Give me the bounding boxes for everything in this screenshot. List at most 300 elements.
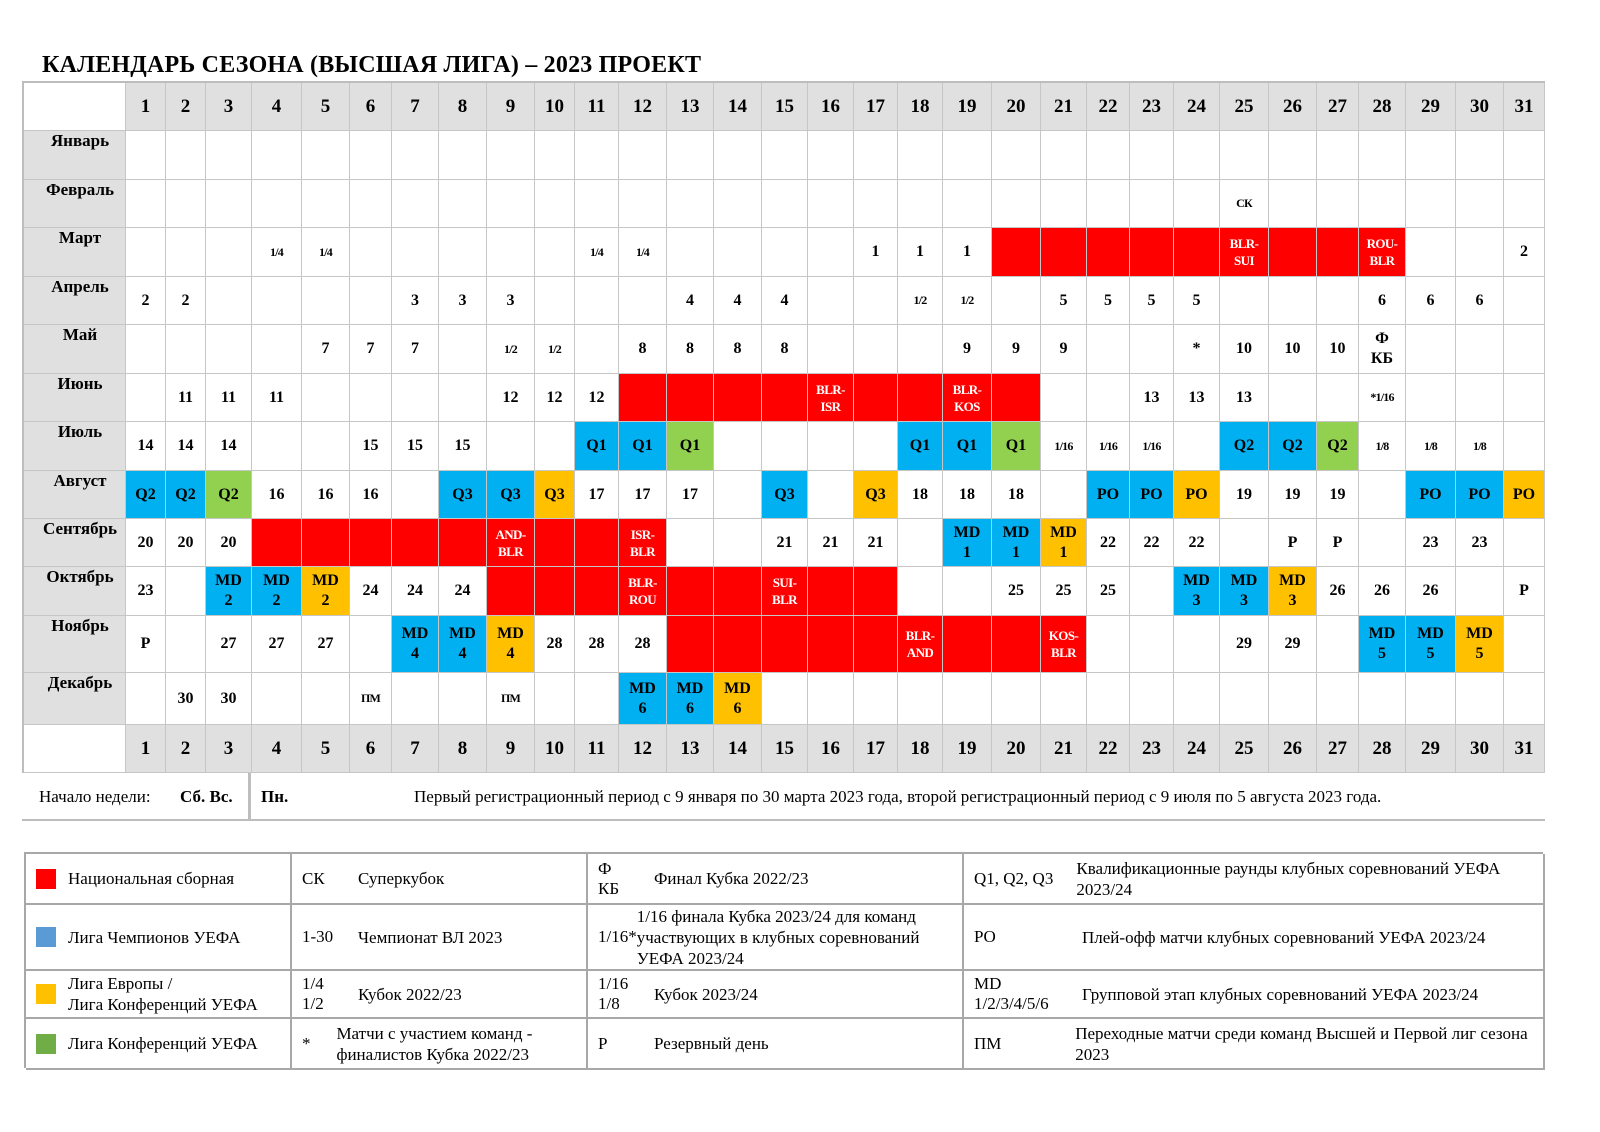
day-cell [714, 519, 762, 567]
national-team-cell [350, 519, 392, 567]
week-monday: Пн. [261, 787, 289, 806]
match-cell: 7 [302, 325, 350, 374]
national-team-cell [1087, 228, 1130, 277]
day-cell [1456, 374, 1504, 422]
day-cell [252, 180, 302, 228]
match-cell: 24 [350, 567, 392, 616]
match-cell: 23 [1406, 519, 1456, 567]
day-cell [1406, 180, 1456, 228]
national-team-cell: BLR- ISR [808, 374, 854, 422]
legend-value: Квалификационные раунды клубных соревнований УЕФА 2023/24 [1076, 858, 1501, 899]
match-cell: 1/2 [898, 277, 943, 325]
match-cell: 26 [1359, 567, 1406, 616]
legend-value: Чемпионат ВЛ 2023 [358, 927, 503, 947]
legend-key: СК [302, 868, 325, 888]
national-team-cell [439, 519, 487, 567]
month-label: Май [24, 325, 126, 374]
legend-key: Р [598, 1033, 608, 1053]
blue-event-cell: Q2 [126, 471, 166, 519]
match-cell: 10 [1269, 325, 1317, 374]
day-cell [126, 325, 166, 374]
footer-day-30: 30 [1456, 725, 1504, 773]
header-day-26: 26 [1269, 83, 1317, 131]
day-cell [126, 180, 166, 228]
legend-value: 1/16 финала Кубка 2023/24 для команд участвующих в клубных соревнований УЕФА 2023/24 [636, 906, 920, 968]
footer-day-21: 21 [1041, 725, 1087, 773]
match-cell: 21 [762, 519, 808, 567]
day-cell [1504, 673, 1545, 725]
day-cell [1087, 673, 1130, 725]
blue-event-cell: PO [1087, 471, 1130, 519]
match-cell: 3 [487, 277, 535, 325]
day-cell [166, 131, 206, 180]
header-day-23: 23 [1130, 83, 1174, 131]
day-cell [252, 131, 302, 180]
national-team-cell [535, 567, 575, 616]
legend-item [588, 971, 964, 1019]
day-cell [898, 519, 943, 567]
header-day-20: 20 [992, 83, 1041, 131]
national-team-cell [619, 374, 667, 422]
day-cell [1269, 374, 1317, 422]
day-cell [1041, 673, 1087, 725]
legend-value: Групповой этап клубных соревнований УЕФА 2023/24 [1082, 984, 1479, 1004]
national-team-cell [667, 374, 714, 422]
day-cell [992, 673, 1041, 725]
legend-key: * [302, 1033, 311, 1053]
day-cell [1456, 673, 1504, 725]
legend-item [292, 905, 588, 971]
day-cell [1406, 131, 1456, 180]
day-cell [1359, 131, 1406, 180]
footer-day-27: 27 [1317, 725, 1359, 773]
day-cell [1130, 616, 1174, 673]
day-cell [898, 180, 943, 228]
national-team-cell [854, 616, 898, 673]
match-cell: 8 [762, 325, 808, 374]
legend-value: Резервный день [654, 1034, 769, 1053]
match-cell: 8 [667, 325, 714, 374]
header-day-14: 14 [714, 83, 762, 131]
day-cell [667, 131, 714, 180]
day-cell [1504, 616, 1545, 673]
legend-item [292, 1019, 588, 1070]
legend-value: Суперкубок [358, 869, 445, 888]
match-cell: 1/4 [302, 228, 350, 277]
day-cell [1317, 180, 1359, 228]
day-cell [392, 471, 439, 519]
day-cell [252, 673, 302, 725]
blue-event-cell: MD 6 [667, 673, 714, 725]
national-team-cell [1130, 228, 1174, 277]
footer-day-22: 22 [1087, 725, 1130, 773]
legend-item [588, 854, 964, 905]
legend-key: 1/4 1/2 [302, 974, 324, 1013]
match-cell: 1/16 [1087, 422, 1130, 471]
match-cell: 29 [1220, 616, 1269, 673]
match-cell: 13 [1174, 374, 1220, 422]
footer-day-15: 15 [762, 725, 808, 773]
header-day-9: 9 [487, 83, 535, 131]
header-day-5: 5 [302, 83, 350, 131]
day-cell [126, 673, 166, 725]
footer-day-8: 8 [439, 725, 487, 773]
match-cell: 12 [535, 374, 575, 422]
footer-day-4: 4 [252, 725, 302, 773]
day-cell [1220, 277, 1269, 325]
day-cell [126, 228, 166, 277]
national-team-cell [714, 374, 762, 422]
match-cell: 24 [392, 567, 439, 616]
national-team-cell [992, 374, 1041, 422]
footer-day-24: 24 [1174, 725, 1220, 773]
footer-day-10: 10 [535, 725, 575, 773]
day-cell [1220, 131, 1269, 180]
legend-value: Лига Конференций УЕФА [68, 1034, 258, 1053]
national-team-cell [854, 567, 898, 616]
day-cell [1504, 519, 1545, 567]
day-cell [350, 228, 392, 277]
day-cell [1317, 131, 1359, 180]
day-cell [487, 131, 535, 180]
national-team-cell: ROU- BLR [1359, 228, 1406, 277]
legend-item [292, 854, 588, 905]
day-cell [392, 228, 439, 277]
day-cell [1504, 131, 1545, 180]
header-corner [24, 725, 126, 773]
day-cell [1317, 673, 1359, 725]
green-event-cell: Q1 [992, 422, 1041, 471]
day-cell [1406, 228, 1456, 277]
day-cell [350, 277, 392, 325]
match-cell: 2 [1504, 228, 1545, 277]
day-cell [487, 180, 535, 228]
day-cell [898, 567, 943, 616]
day-cell [854, 180, 898, 228]
footer-day-1: 1 [126, 725, 166, 773]
match-cell: 1/2 [535, 325, 575, 374]
day-cell [1130, 325, 1174, 374]
match-cell: 16 [350, 471, 392, 519]
day-cell [943, 673, 992, 725]
legend-value: Плей-офф матчи клубных соревнований УЕФА 2023/24 [1082, 927, 1486, 947]
blue-event-cell: Q3 [762, 471, 808, 519]
footer-day-11: 11 [575, 725, 619, 773]
footer-day-7: 7 [392, 725, 439, 773]
blue-event-cell: MD 5 [1406, 616, 1456, 673]
match-cell: 30 [206, 673, 252, 725]
day-cell [392, 673, 439, 725]
yellow-event-cell: MD 5 [1456, 616, 1504, 673]
blue-event-cell: Q1 [943, 422, 992, 471]
blue-event-cell: PO [1456, 471, 1504, 519]
day-cell [166, 325, 206, 374]
national-team-cell [535, 519, 575, 567]
green-event-cell: Q2 [1317, 422, 1359, 471]
day-cell [714, 228, 762, 277]
day-cell [667, 228, 714, 277]
day-cell [1041, 374, 1087, 422]
day-cell [302, 277, 350, 325]
blue-event-cell: PO [1130, 471, 1174, 519]
day-cell [252, 277, 302, 325]
national-team-cell [1317, 228, 1359, 277]
match-cell: 28 [535, 616, 575, 673]
day-cell [1406, 374, 1456, 422]
match-cell: 11 [166, 374, 206, 422]
match-cell: 19 [1220, 471, 1269, 519]
match-cell: *1/16 [1359, 374, 1406, 422]
day-cell [439, 131, 487, 180]
day-cell [992, 277, 1041, 325]
day-cell [1317, 277, 1359, 325]
day-cell [1456, 131, 1504, 180]
month-label: Июнь [24, 374, 126, 422]
month-label: Июль [24, 422, 126, 471]
match-cell: 13 [1130, 374, 1174, 422]
page-title: КАЛЕНДАРЬ СЕЗОНА (ВЫСШАЯ ЛИГА) – 2023 ПРОЕКТ [42, 52, 702, 78]
national-team-cell: BLR- SUI [1220, 228, 1269, 277]
day-cell [1456, 567, 1504, 616]
day-cell [992, 180, 1041, 228]
match-cell: СК [1220, 180, 1269, 228]
match-cell: 4 [714, 277, 762, 325]
legend-value: Финал Кубка 2022/23 [654, 869, 809, 888]
day-cell [619, 277, 667, 325]
day-cell [1087, 180, 1130, 228]
national-team-cell [487, 567, 535, 616]
day-cell [808, 471, 854, 519]
match-cell: Ф КБ [1359, 325, 1406, 374]
national-team-cell [762, 616, 808, 673]
day-cell [1174, 180, 1220, 228]
day-cell [439, 180, 487, 228]
legend-value: Кубок 2023/24 [654, 984, 758, 1004]
day-cell [1317, 374, 1359, 422]
match-cell: 6 [1359, 277, 1406, 325]
header-day-8: 8 [439, 83, 487, 131]
footer-day-14: 14 [714, 725, 762, 773]
yellow-event-cell: MD 6 [714, 673, 762, 725]
match-cell: 13 [1220, 374, 1269, 422]
match-cell: 11 [206, 374, 252, 422]
legend-table [24, 852, 1543, 1068]
legend-swatch [36, 927, 56, 947]
match-cell: 12 [487, 374, 535, 422]
legend-item [26, 854, 292, 905]
header-day-3: 3 [206, 83, 252, 131]
day-cell [854, 131, 898, 180]
legend-key: ПМ [974, 1033, 1002, 1053]
match-cell: 5 [1174, 277, 1220, 325]
day-cell [575, 277, 619, 325]
match-cell: 14 [206, 422, 252, 471]
day-cell [535, 673, 575, 725]
yellow-event-cell: MD 2 [302, 567, 350, 616]
registration-note: Первый регистрационный период с 9 января по 30 марта 2023 года, второй регистрационный период с 9 июля по 5 августа 2023 года. [414, 787, 1382, 806]
match-cell: 28 [575, 616, 619, 673]
day-cell [206, 325, 252, 374]
footer-day-31: 31 [1504, 725, 1545, 773]
blue-event-cell: MD 1 [992, 519, 1041, 567]
legend-value: Матчи с участием команд - финалистов Кубка 2022/23 [336, 1023, 533, 1064]
match-cell: 5 [1041, 277, 1087, 325]
footer-day-6: 6 [350, 725, 392, 773]
day-cell [1174, 422, 1220, 471]
match-cell: 1/16 [1130, 422, 1174, 471]
match-cell: ПМ [350, 673, 392, 725]
legend-item [964, 971, 1545, 1019]
match-cell: * [1174, 325, 1220, 374]
match-cell: 25 [1041, 567, 1087, 616]
match-cell: 8 [619, 325, 667, 374]
day-cell [667, 180, 714, 228]
match-cell: 15 [439, 422, 487, 471]
footer-day-17: 17 [854, 725, 898, 773]
national-team-cell [808, 567, 854, 616]
match-cell: 29 [1269, 616, 1317, 673]
footer-day-28: 28 [1359, 725, 1406, 773]
national-team-cell [762, 374, 808, 422]
match-cell: 10 [1317, 325, 1359, 374]
blue-event-cell: Q2 [166, 471, 206, 519]
match-cell: 3 [392, 277, 439, 325]
match-cell: 2 [166, 277, 206, 325]
day-cell [1456, 228, 1504, 277]
footer-day-2: 2 [166, 725, 206, 773]
match-cell: 22 [1087, 519, 1130, 567]
match-cell: 1/8 [1456, 422, 1504, 471]
footer-day-20: 20 [992, 725, 1041, 773]
match-cell: 4 [762, 277, 808, 325]
header-day-25: 25 [1220, 83, 1269, 131]
legend-value: Национальная сборная [68, 869, 235, 888]
match-cell: 2 [126, 277, 166, 325]
day-cell [1220, 519, 1269, 567]
match-cell: 10 [1220, 325, 1269, 374]
footer-day-5: 5 [302, 725, 350, 773]
day-cell [575, 180, 619, 228]
legend-key: 1/16* [598, 927, 637, 946]
blue-event-cell: Q2 [1220, 422, 1269, 471]
day-cell [808, 131, 854, 180]
day-cell [762, 131, 808, 180]
month-label: Апрель [24, 277, 126, 325]
legend-value: Переходные матчи среди команд Высшей и Первой лиг сезона 2023 [1075, 1023, 1528, 1064]
blue-event-cell: MD 2 [206, 567, 252, 616]
yellow-event-cell: Q3 [535, 471, 575, 519]
calendar-grid [22, 81, 1545, 773]
day-cell [575, 325, 619, 374]
match-cell: 25 [1087, 567, 1130, 616]
header-day-30: 30 [1456, 83, 1504, 131]
match-cell: 17 [667, 471, 714, 519]
day-cell [714, 422, 762, 471]
footer-day-3: 3 [206, 725, 252, 773]
match-cell: 23 [1456, 519, 1504, 567]
day-cell [1087, 616, 1130, 673]
match-cell: 15 [350, 422, 392, 471]
header-corner [24, 83, 126, 131]
legend-key: MD 1/2/3/4/5/6 [974, 974, 1049, 1013]
month-label: Август [24, 471, 126, 519]
match-cell: 20 [126, 519, 166, 567]
day-cell [854, 277, 898, 325]
day-cell [166, 228, 206, 277]
national-team-cell [667, 616, 714, 673]
match-cell: 1/8 [1406, 422, 1456, 471]
header-day-1: 1 [126, 83, 166, 131]
match-cell: 27 [252, 616, 302, 673]
header-day-6: 6 [350, 83, 392, 131]
footer-day-26: 26 [1269, 725, 1317, 773]
yellow-event-cell: PO [1174, 471, 1220, 519]
week-info [22, 773, 1545, 821]
yellow-event-cell: MD 3 [1269, 567, 1317, 616]
match-cell: 9 [992, 325, 1041, 374]
day-cell [619, 180, 667, 228]
match-cell: 18 [992, 471, 1041, 519]
day-cell [1456, 180, 1504, 228]
day-cell [350, 616, 392, 673]
day-cell [1130, 180, 1174, 228]
national-team-cell [302, 519, 350, 567]
blue-event-cell: Q3 [487, 471, 535, 519]
match-cell: 14 [166, 422, 206, 471]
day-cell [943, 131, 992, 180]
national-team-cell [898, 374, 943, 422]
blue-event-cell: Q3 [439, 471, 487, 519]
match-cell: 15 [392, 422, 439, 471]
day-cell [392, 374, 439, 422]
day-cell [1269, 673, 1317, 725]
match-cell: Р [1317, 519, 1359, 567]
match-cell: 16 [302, 471, 350, 519]
match-cell: 1/4 [252, 228, 302, 277]
legend-item [588, 905, 964, 971]
legend-item [588, 1019, 964, 1070]
match-cell: 5 [1130, 277, 1174, 325]
match-cell: 1 [943, 228, 992, 277]
day-cell [854, 325, 898, 374]
day-cell [487, 228, 535, 277]
match-cell: 24 [439, 567, 487, 616]
blue-event-cell: Q2 [1269, 422, 1317, 471]
month-label: Октябрь [24, 567, 126, 616]
blue-event-cell: MD 1 [943, 519, 992, 567]
day-cell [854, 673, 898, 725]
national-team-cell [943, 616, 992, 673]
day-cell [762, 673, 808, 725]
day-cell [1087, 374, 1130, 422]
footer-day-9: 9 [487, 725, 535, 773]
match-cell: 11 [252, 374, 302, 422]
legend-key: Q1, Q2, Q3 [974, 868, 1054, 888]
header-day-19: 19 [943, 83, 992, 131]
match-cell: 1 [854, 228, 898, 277]
national-team-cell: BLR- KOS [943, 374, 992, 422]
day-cell [1174, 131, 1220, 180]
month-label: Сентябрь [24, 519, 126, 567]
day-cell [302, 374, 350, 422]
national-team-cell [714, 616, 762, 673]
match-cell: 1/8 [1359, 422, 1406, 471]
national-team-cell [1041, 228, 1087, 277]
match-cell: 21 [854, 519, 898, 567]
day-cell [252, 422, 302, 471]
national-team-cell [992, 616, 1041, 673]
footer-day-19: 19 [943, 725, 992, 773]
